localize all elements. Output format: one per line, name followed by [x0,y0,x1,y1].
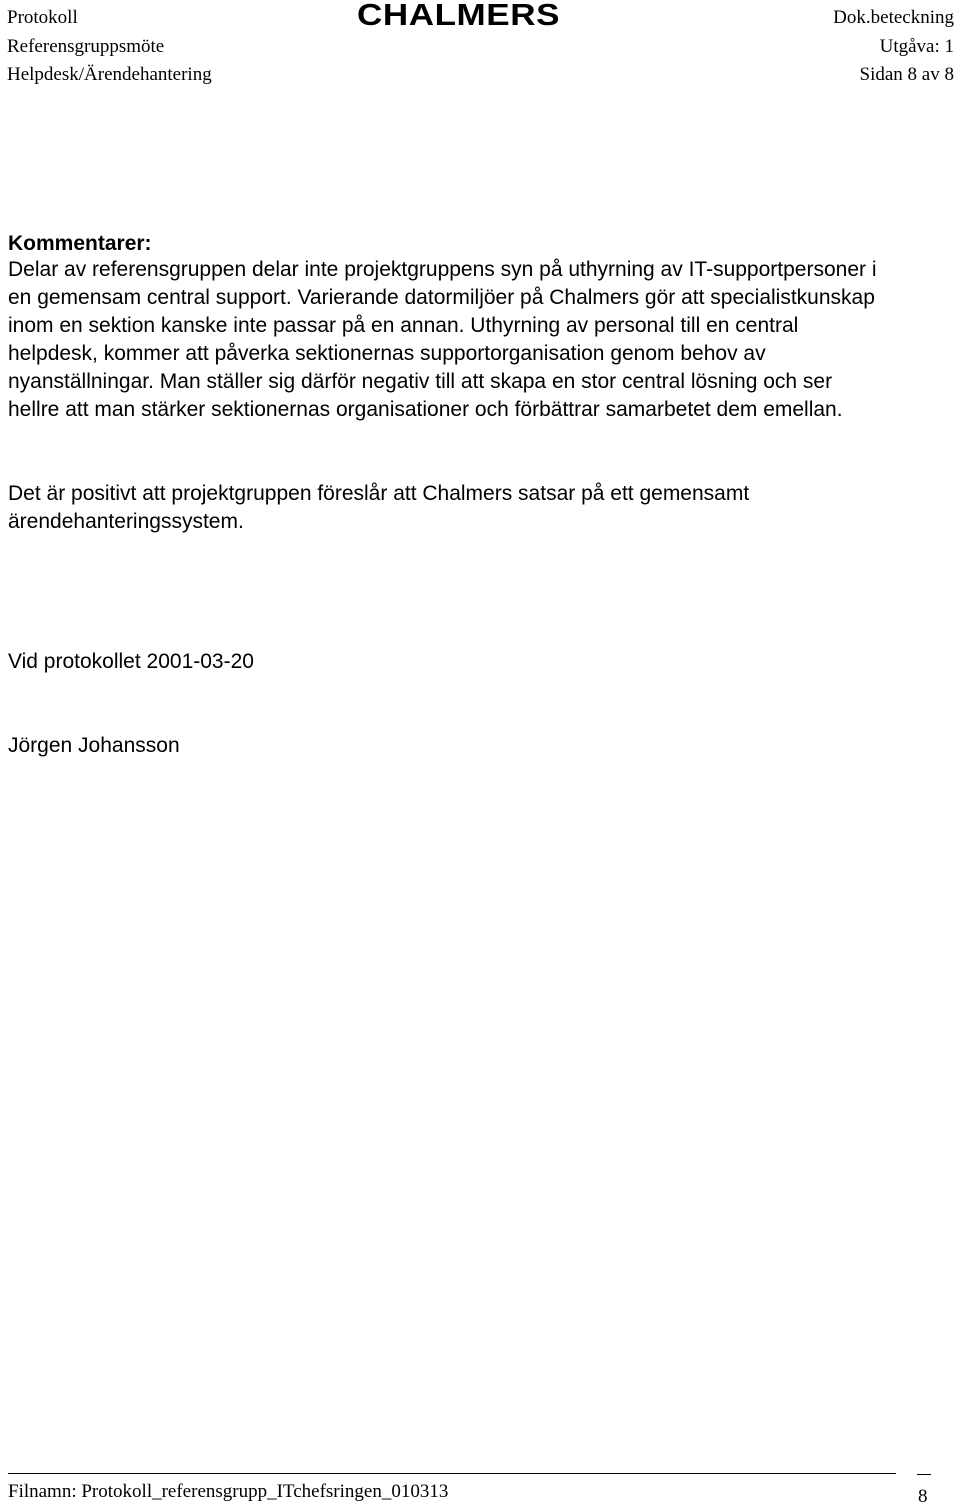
header-doc-type: Protokoll [7,7,78,28]
footer-filename: Filnamn: Protokoll_referensgrupp_ITchefsringen_010313 [8,1481,449,1502]
chalmers-logo: CHALMERS [357,0,561,32]
header-meeting-type: Referensgruppsmöte [7,36,165,57]
page-number-rule [917,1474,931,1475]
header-subject: Helpdesk/Ärendehantering [7,64,212,85]
footer-divider [8,1473,896,1474]
header-page-count: Sidan 8 av 8 [859,64,954,85]
comments-heading: Kommentarer: [8,232,152,255]
signature-name: Jörgen Johansson [8,734,180,757]
conclusion-paragraph: Det är positivt att projektgruppen föreslår att Chalmers satsar på ett gemensamt ärendehanteringssystem. [8,482,750,533]
protocol-note: Vid protokollet 2001-03-20 [8,650,254,673]
comments-paragraph: Delar av referensgruppen delar inte projektgruppens syn på uthyrning av IT-supportpersoner i en gemensam central support. Varierande datormiljöer på Chalmers gör att specialistkunskap inom en sektion kanske inte passar på en annan. Uthyrning av personal till en central helpdesk, kommer att påverka sektionernas supportorganisation genom behov av nyanställningar. Man ställer sig därför negativ till att skapa en stor central lösning och ser hellre att man stärker sektionernas organisationer och förbättrar samarbetet dem emellan. [8,258,877,421]
page-number: 8 [918,1486,928,1507]
header-edition: Utgåva: 1 [879,36,954,57]
header-doc-designation: Dok.beteckning [833,7,954,28]
